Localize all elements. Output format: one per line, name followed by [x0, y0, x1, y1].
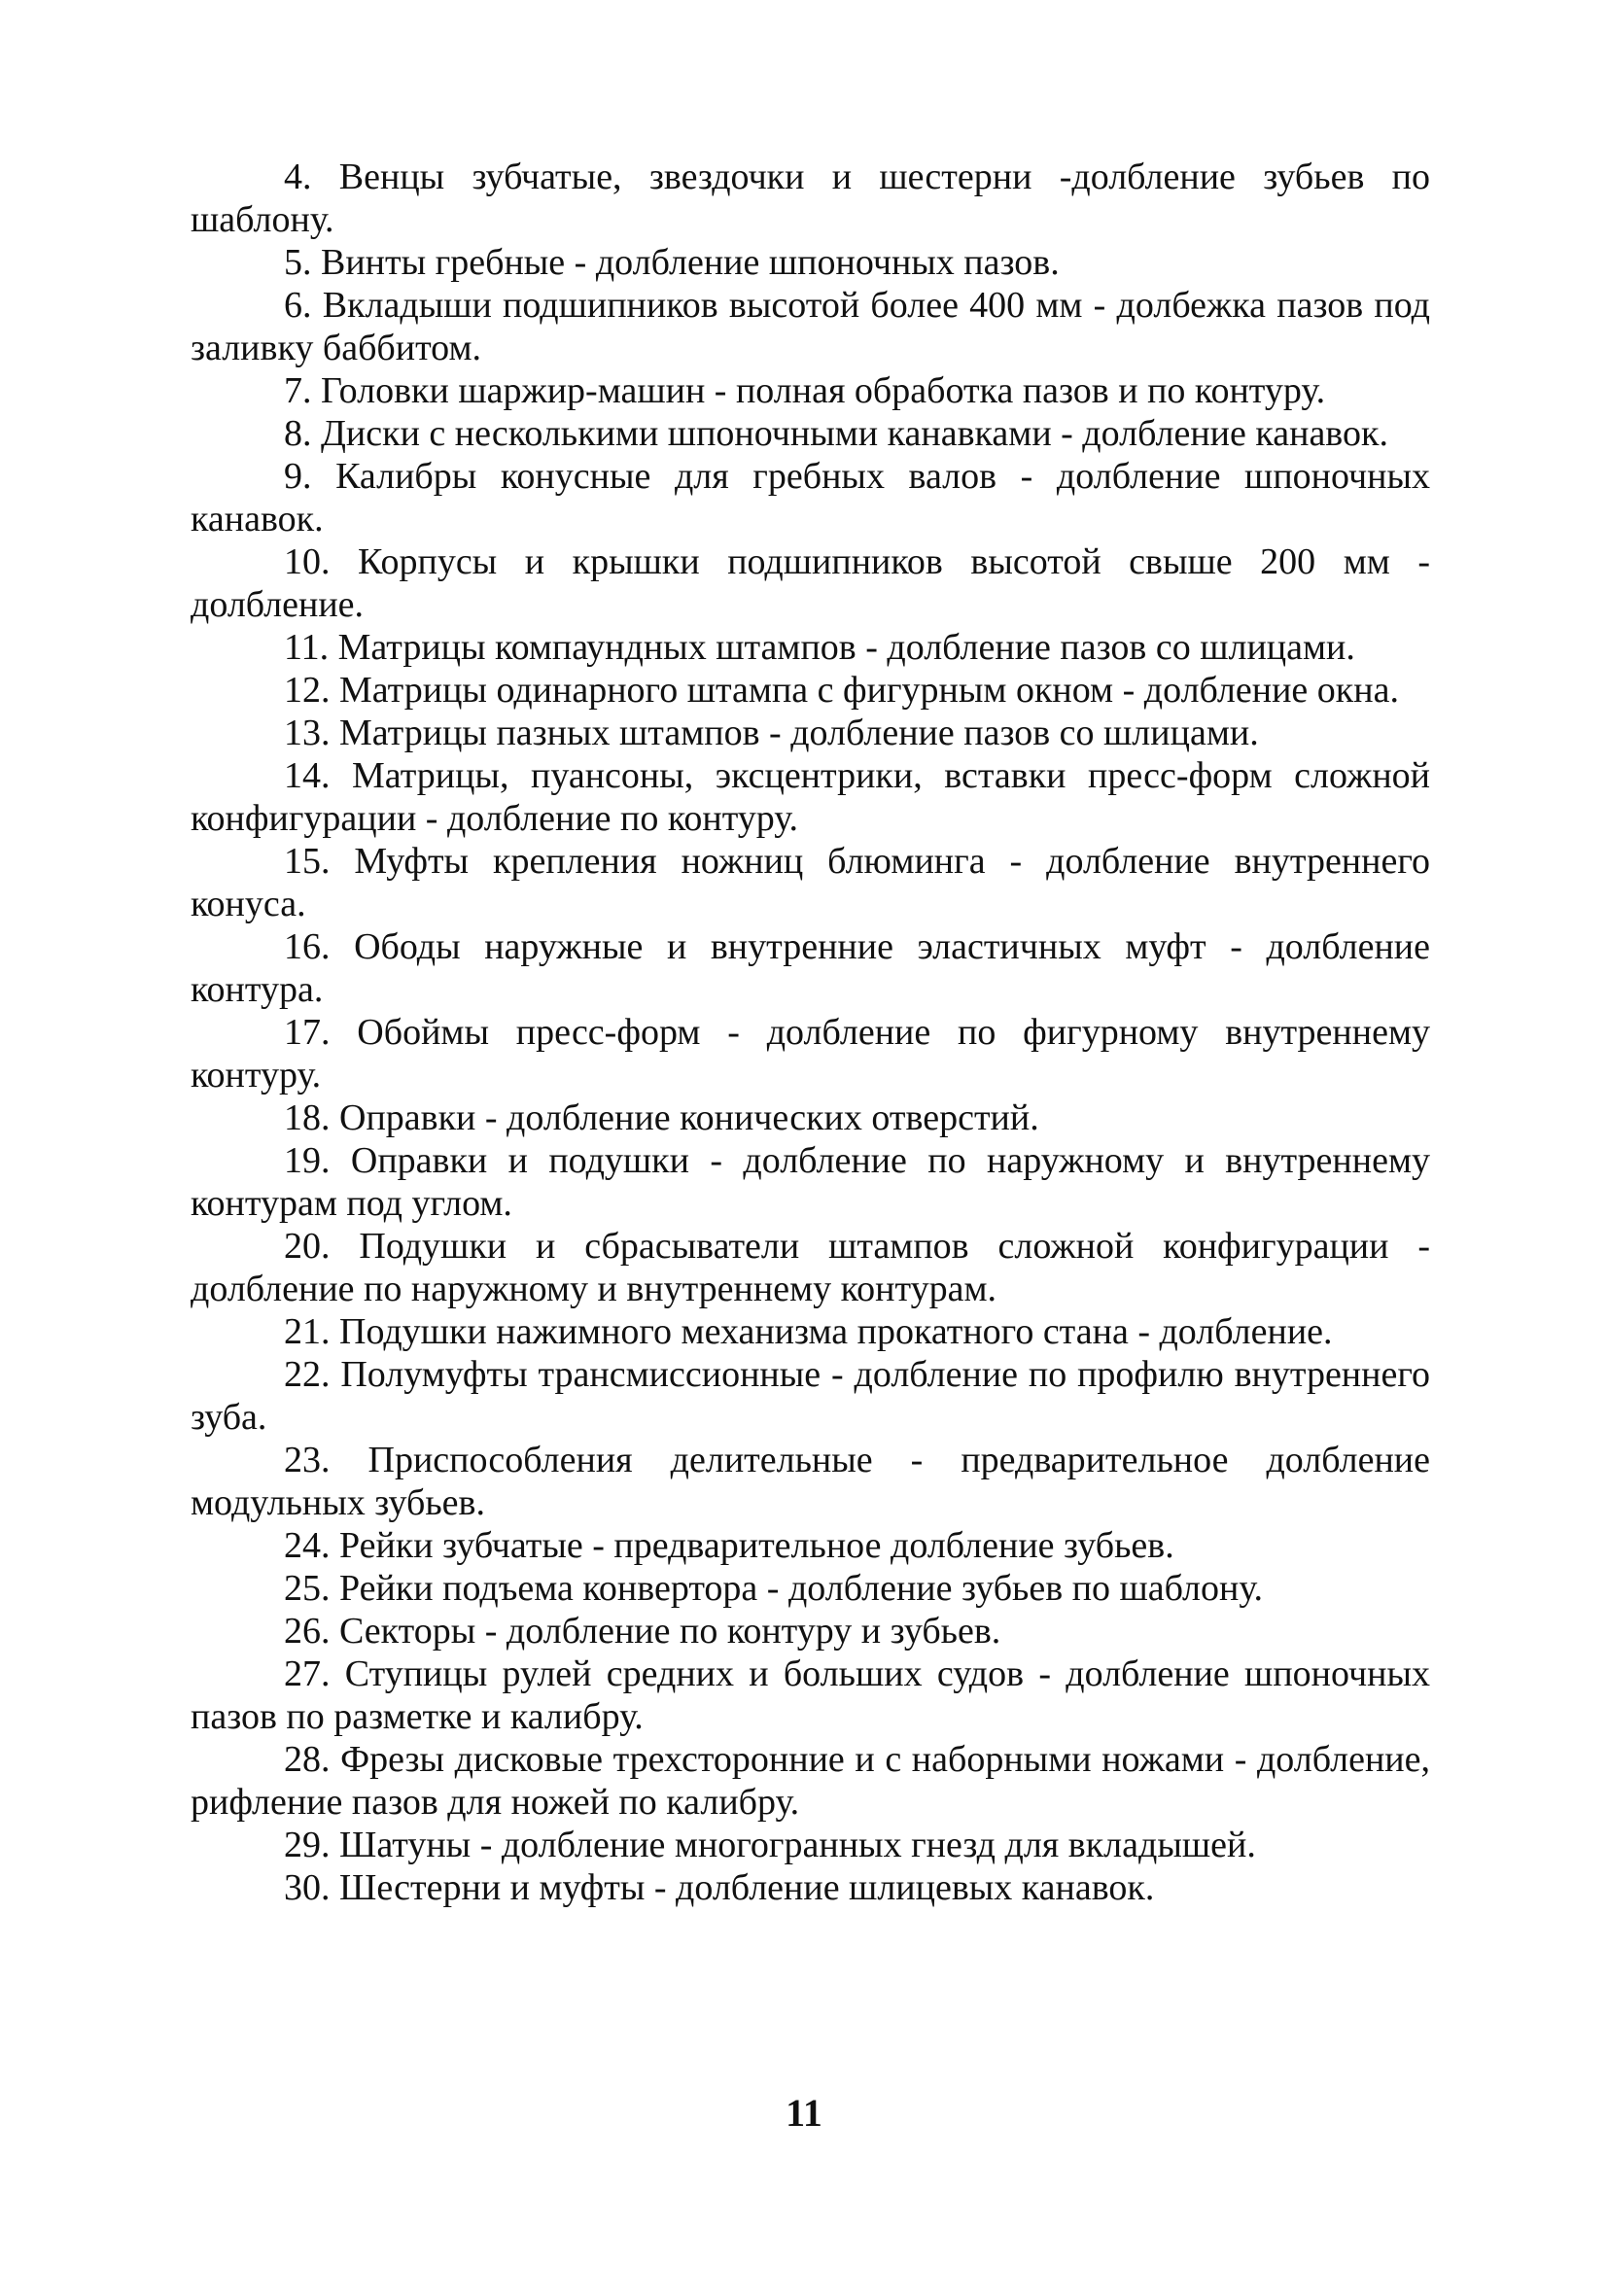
list-item: 6. Вкладыши подшипников высотой более 400 мм - долбежка пазов под заливку баббитом. — [191, 285, 1430, 368]
list-item: 16. Ободы наружные и внутренние эластичных муфт - долбление контура. — [191, 926, 1430, 1010]
list-item: 27. Ступицы рулей средних и больших судов - долбление шпоночных пазов по разметке и калибру. — [191, 1653, 1430, 1737]
list-item: 4. Венцы зубчатые, звездочки и шестерни -долбление зубьев по шаблону. — [191, 157, 1430, 240]
list-item: 7. Головки шаржир-машин - полная обработка пазов и по контуру. — [284, 370, 1326, 411]
list-item: 8. Диски с несколькими шпоночными канавками - долбление канавок. — [284, 413, 1388, 454]
list-item: 20. Подушки и сбрасыватели штампов сложной конфигурации - долбление по наружному и внутреннему контурам. — [191, 1226, 1430, 1309]
list-item: 15. Муфты крепления ножниц блюминга - долбление внутреннего конуса. — [191, 841, 1430, 924]
list-item: 9. Калибры конусные для гребных валов - долбление шпоночных канавок. — [191, 456, 1430, 539]
list-item: 23. Приспособления делительные - предварительное долбление модульных зубьев. — [191, 1440, 1430, 1523]
list-item: 11. Матрицы компаундных штампов - долбление пазов со шлицами. — [284, 627, 1355, 668]
list-item: 28. Фрезы дисковые трехсторонние и с наборными ножами - долбление, рифление пазов для ножей по калибру. — [191, 1739, 1430, 1823]
list-item: 14. Матрицы, пуансоны, эксцентрики, вставки пресс-форм сложной конфигурации - долбление по контуру. — [191, 755, 1430, 839]
list-item: 25. Рейки подъема конвертора - долбление зубьев по шаблону. — [284, 1568, 1264, 1609]
list-item: 12. Матрицы одинарного штампа с фигурным окном - долбление окна. — [284, 670, 1399, 711]
list-item: 26. Секторы - долбление по контуру и зубьев. — [284, 1611, 1001, 1652]
list-item: 21. Подушки нажимного механизма прокатного стана - долбление. — [284, 1311, 1333, 1352]
list-item: 10. Корпусы и крышки подшипников высотой свыше 200 мм - долбление. — [191, 541, 1430, 625]
list-item: 29. Шатуны - долбление многогранных гнезд для вкладышей. — [284, 1825, 1256, 1865]
list-item: 30. Шестерни и муфты - долбление шлицевых канавок. — [284, 1867, 1155, 1908]
list-item: 24. Рейки зубчатые - предварительное долбление зубьев. — [284, 1525, 1174, 1566]
list-item: 13. Матрицы пазных штампов - долбление пазов со шлицами. — [284, 713, 1259, 753]
list-body — [191, 156, 1430, 1909]
list-item: 5. Винты гребные - долбление шпоночных пазов. — [284, 242, 1060, 283]
list-item: 18. Оправки - долбление конических отверстий. — [284, 1097, 1039, 1138]
list-item: 22. Полумуфты трансмиссионные - долбление по профилю внутреннего зуба. — [191, 1354, 1430, 1438]
page-number: 11 — [786, 2091, 822, 2135]
list-item: 19. Оправки и подушки - долбление по наружному и внутреннему контурам под углом. — [191, 1140, 1430, 1224]
list-item: 17. Обоймы пресс-форм - долбление по фигурному внутреннему контуру. — [191, 1012, 1430, 1096]
